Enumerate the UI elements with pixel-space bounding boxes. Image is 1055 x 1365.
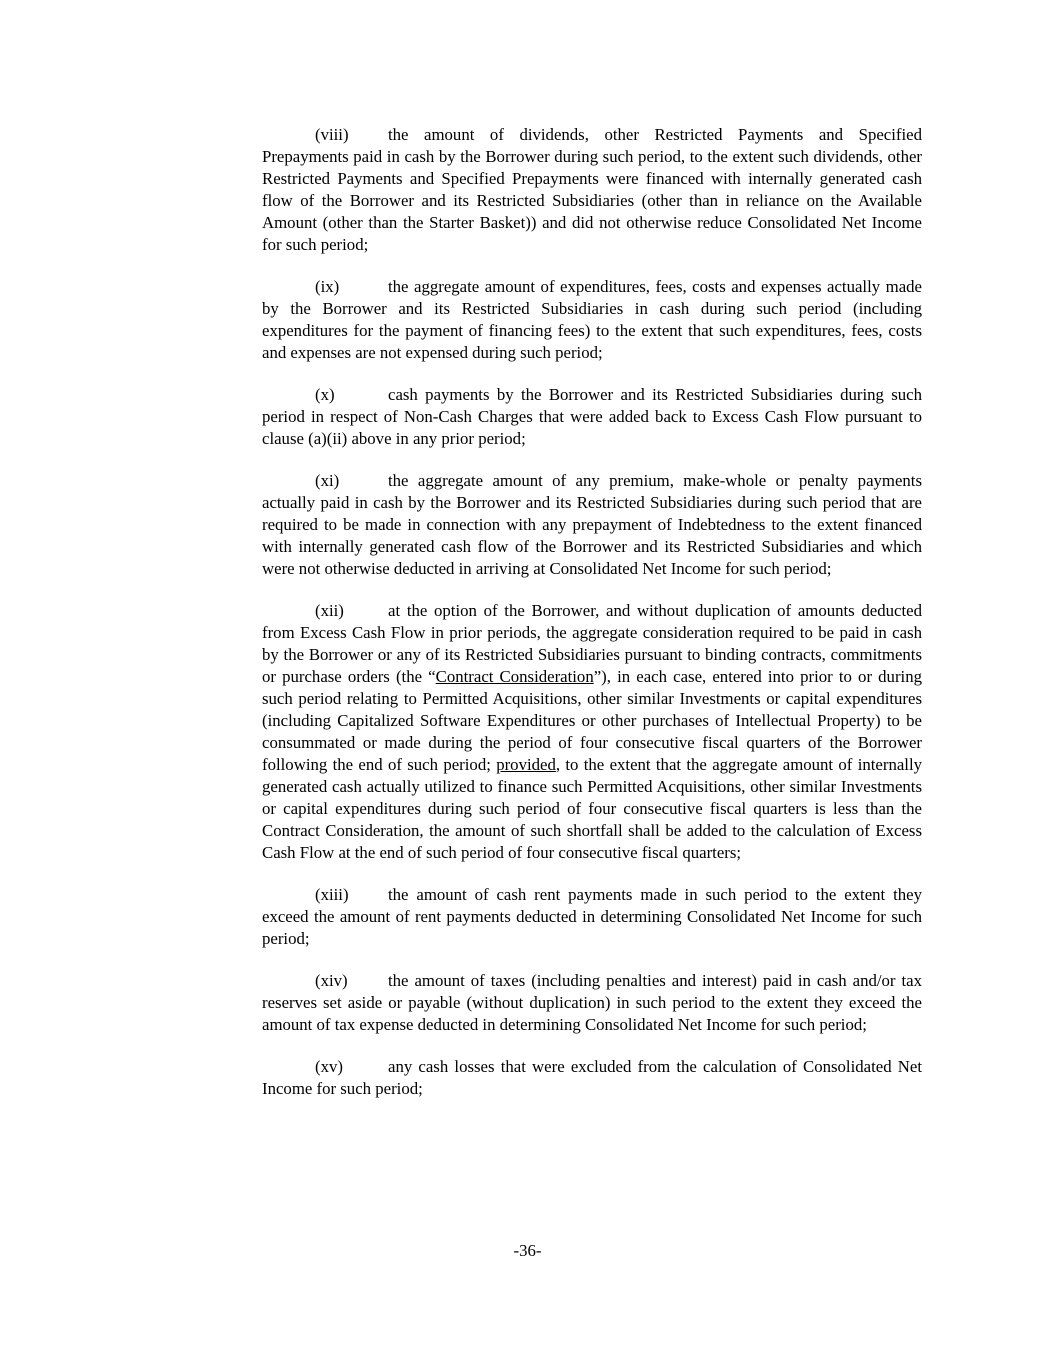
clause-text: at the option of the Borrower, and without duplication of amounts deducted from Excess Cash Flow in prior periods, the aggregate consideration required to be paid in cash by the Borrower or any of its Restricted Subsidiaries pursuant to binding contracts, commitments or purchase orders (the “	[262, 601, 922, 686]
clause-text: cash payments by the Borrower and its Restricted Subsidiaries during such period in respect of Non-Cash Charges that were added back to Excess Cash Flow pursuant to clause (a)(ii) above in any prior period;	[262, 385, 922, 448]
clause-xiv	[262, 970, 922, 1036]
clause-number: (xii)	[315, 601, 344, 620]
clause-number: (xv)	[315, 1057, 343, 1076]
clause-xiii	[262, 884, 922, 950]
clause-viii	[262, 124, 922, 256]
clause-ix	[262, 276, 922, 364]
clause-text: any cash losses that were excluded from the calculation of Consolidated Net Income for such period;	[262, 1057, 922, 1098]
clause-text: , to the extent that the aggregate amount of internally generated cash actually utilized to finance such Permitted Acquisitions, other similar Investments or capital expenditures during such period of four consecutive fiscal quarters is less than the Contract Consideration, the amount of such shortfall shall be added to the calculation of Excess Cash Flow at the end of such period of four consecutive fiscal quarters;	[262, 755, 923, 862]
clause-text: ”), in each case, entered into prior to or during such period relating to Permitted Acquisitions, other similar Investments or capital expenditures (including Capitalized Software Expenditures or other purchases of Intellectual Property) to be consummated or made during the period of four consecutive fiscal quarters of the Borrower following the end of such period;	[262, 667, 922, 774]
proviso-term: provided	[496, 755, 556, 774]
clause-xi	[262, 470, 922, 580]
clause-text: the amount of dividends, other Restricted Payments and Specified Prepayments paid in cash by the Borrower during such period, to the extent such dividends, other Restricted Payments and Specified Prepayments were financed with internally generated cash flow of the Borrower and its Restricted Subsidiaries (other than in reliance on the Available Amount (other than the Starter Basket)) and did not otherwise reduce Consolidated Net Income for such period;	[262, 125, 922, 254]
clause-number: (x)	[315, 385, 335, 404]
clause-text: the aggregate amount of expenditures, fees, costs and expenses actually made by the Borrower and its Restricted Subsidiaries in cash during such period (including expenditures for the payment of financing fees) to the extent that such expenditures, fees, costs and expenses are not expensed during such period;	[262, 277, 922, 362]
clause-number: (xiv)	[315, 971, 348, 990]
clause-number: (viii)	[315, 125, 349, 144]
clause-xv	[262, 1056, 922, 1100]
clause-number: (xi)	[315, 471, 340, 490]
clause-text: the aggregate amount of any premium, make-whole or penalty payments actually paid in cash by the Borrower and its Restricted Subsidiaries during such period that are required to be made in connection with any prepayment of Indebtedness to the extent financed with internally generated cash flow of the Borrower and its Restricted Subsidiaries and which were not otherwise deducted in arriving at Consolidated Net Income for such period;	[262, 471, 922, 578]
clause-text: the amount of cash rent payments made in such period to the extent they exceed the amount of rent payments deducted in determining Consolidated Net Income for such period;	[262, 885, 922, 948]
page-number: -36-	[513, 1241, 542, 1260]
clause-number: (ix)	[315, 277, 340, 296]
document-body	[262, 124, 922, 1120]
clause-x	[262, 384, 922, 450]
clause-xii	[262, 600, 922, 864]
defined-term-contract-consideration: Contract Consideration	[435, 667, 594, 686]
clause-text: the amount of taxes (including penalties and interest) paid in cash and/or tax reserves set aside or payable (without duplication) in such period to the extent they exceed the amount of tax expense deducted in determining Consolidated Net Income for such period;	[262, 971, 922, 1034]
clause-number: (xiii)	[315, 885, 349, 904]
